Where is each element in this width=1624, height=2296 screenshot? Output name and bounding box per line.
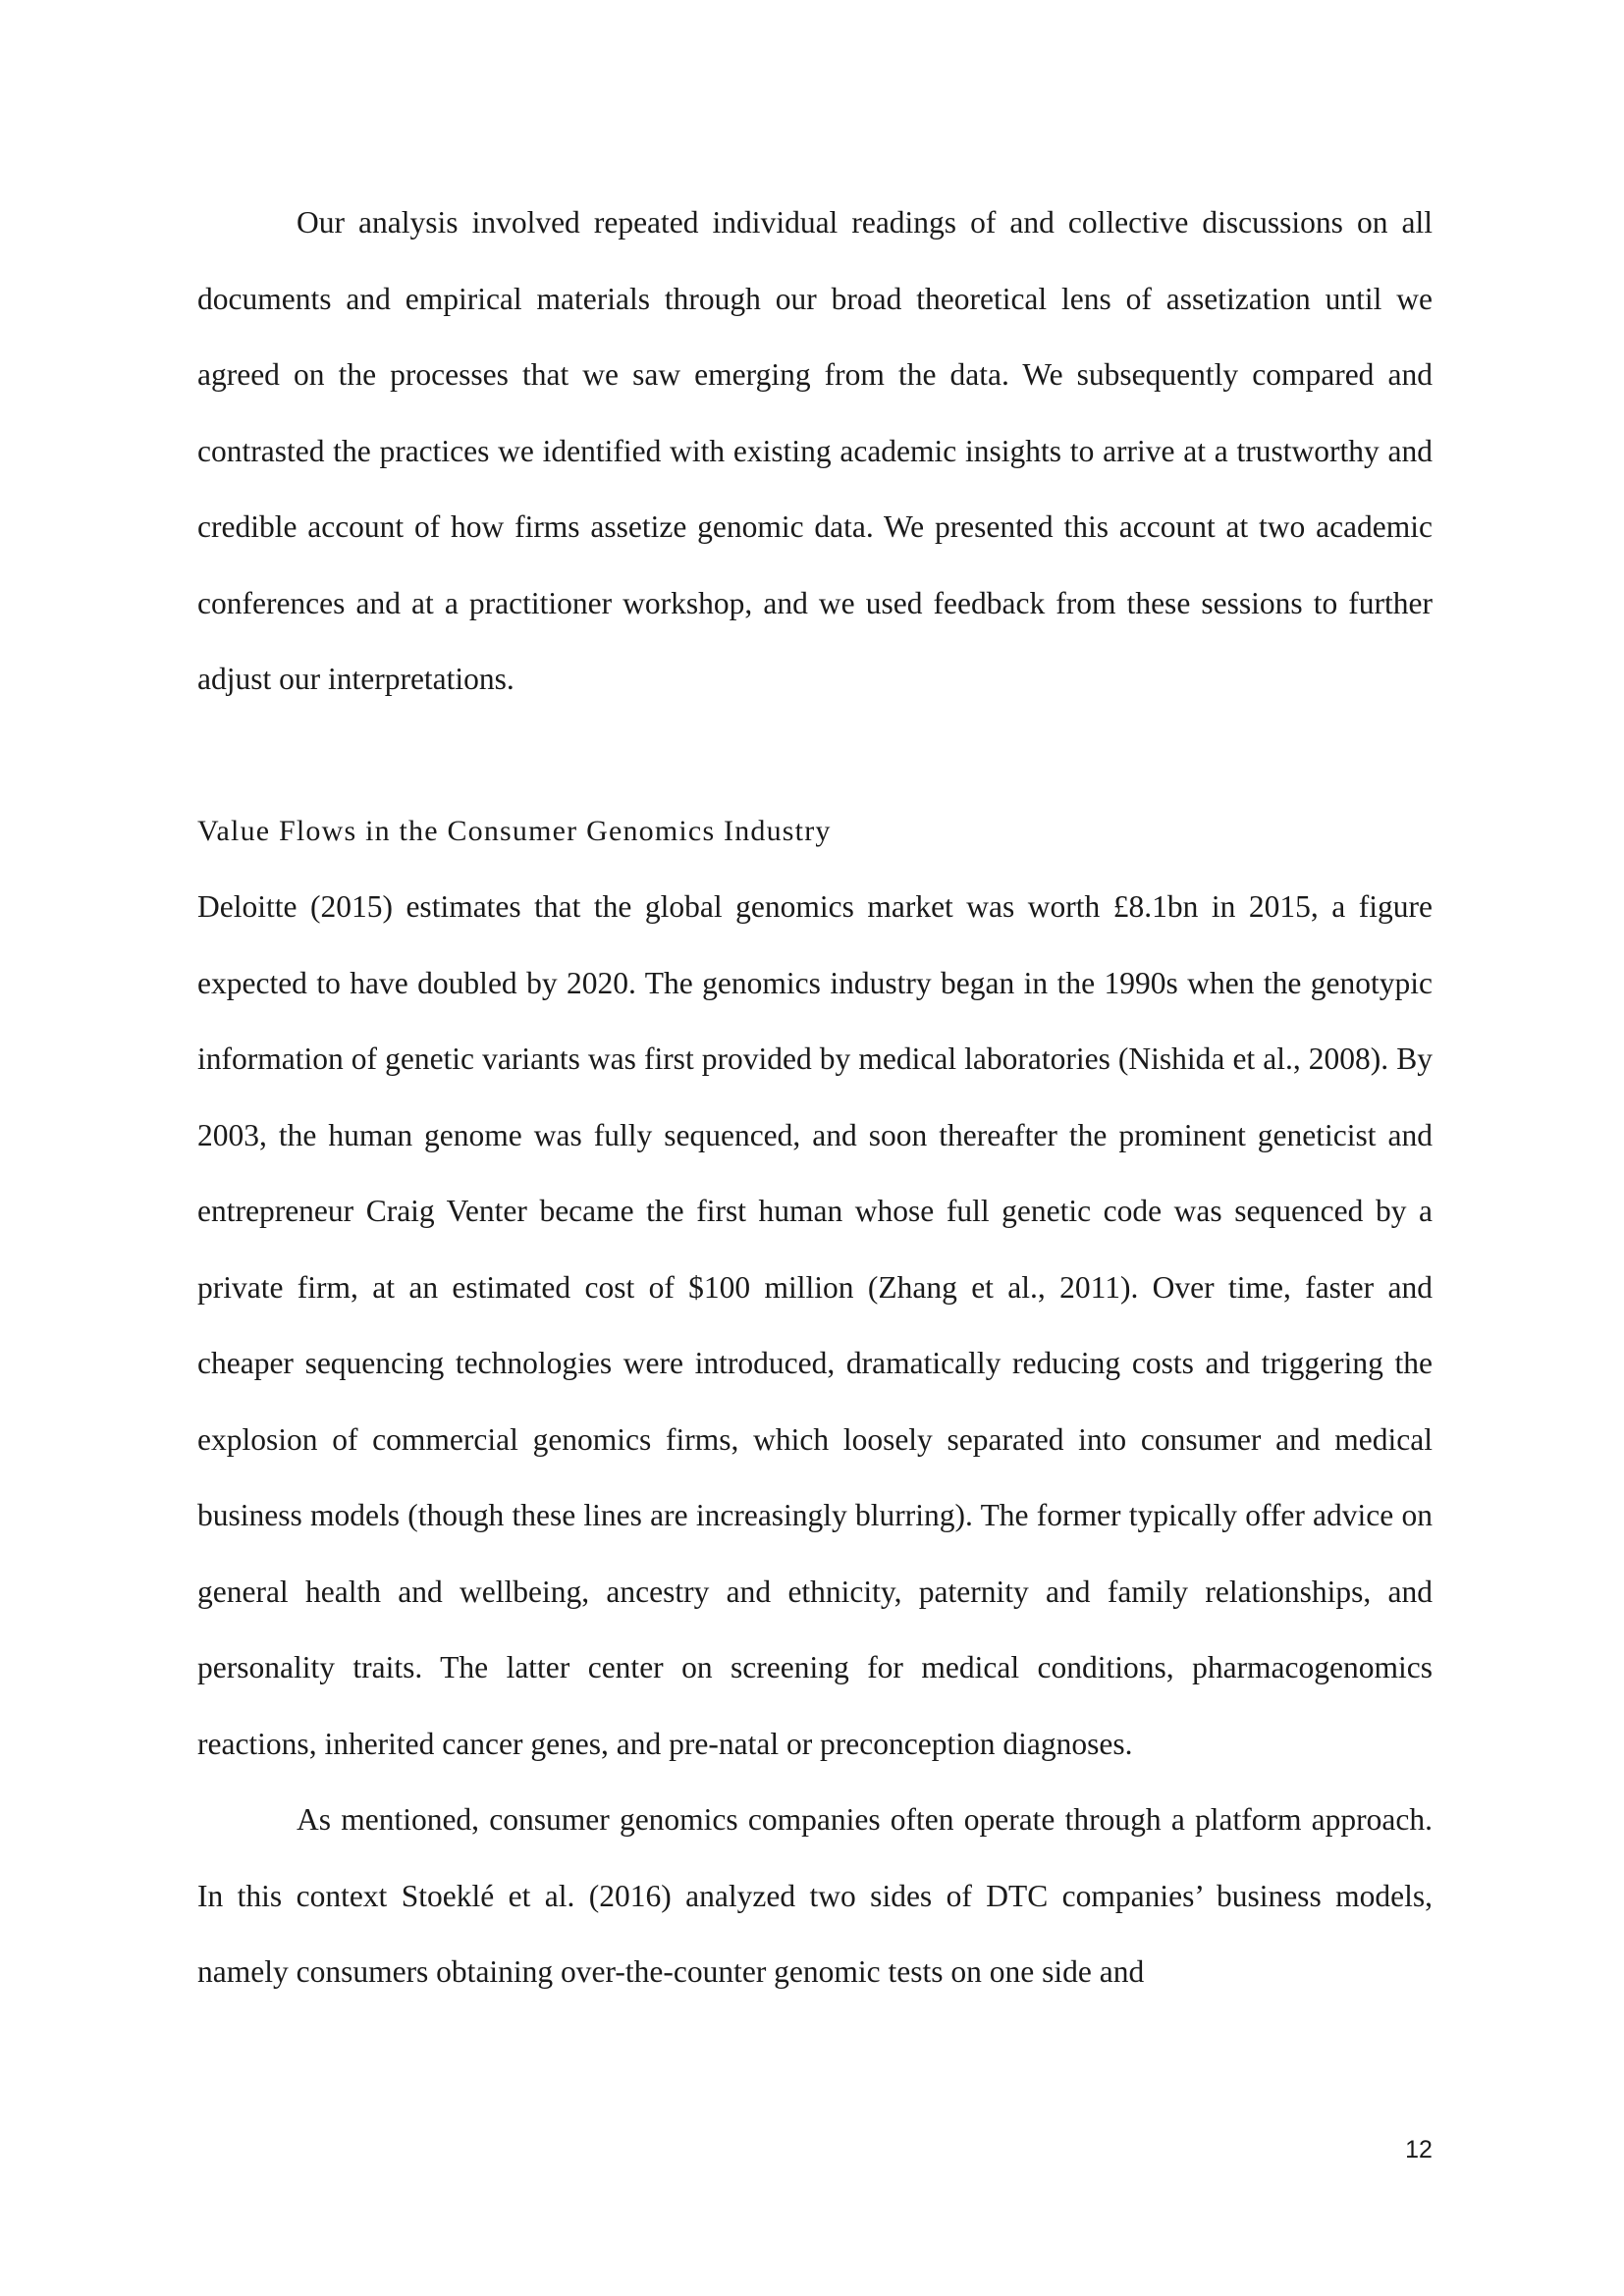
section-heading: Value Flows in the Consumer Genomics Industry — [197, 814, 832, 847]
section-paragraph-2: As mentioned, consumer genomics companies often operate through a platform approach. In this context Stoeklé et al. (2016) analyzed two sides of DTC companies’ business models, namely consumers obtaining over-the-counter genomic tests on one side and — [197, 1802, 1433, 1989]
section-paragraph-1: Deloitte (2015) estimates that the global genomics market was worth £8.1bn in 2015, a figure expected to have doubled by 2020. The genomics industry began in the 1990s when the genotypic information of genetic variants was first provided by medical laboratories (Nishida et al., 2008). By 2003, the human genome was fully sequenced, and soon thereafter the prominent geneticist and entrepreneur Craig Venter became the first human whose full genetic code was sequenced by a private firm, at an estimated cost of $100 million (Zhang et al., 2011). Over time, faster and cheaper sequencing technologies were introduced, dramatically reducing costs and triggering the explosion of commercial genomics firms, which loosely separated into consumer and medical business models (though these lines are increasingly blurring). The former typically offer advice on general health and wellbeing, ancestry and ethnicity, paternity and family relationships, and personality traits. The latter center on screening for medical conditions, pharmacogenomics reactions, inherited cancer genes, and pre-natal or preconception diagnoses. — [197, 889, 1433, 1761]
section-spacer — [197, 718, 1433, 793]
page-number: 12 — [1405, 2136, 1433, 2163]
intro-paragraph: Our analysis involved repeated individual readings of and collective discussions on all documents and empirical materials through our broad theoretical lens of assetization until we agreed on the processes that we saw emerging from the data. We subsequently compared and contrasted the practices we identified with existing academic insights to arrive at a trustworthy and credible account of how firms assetize genomic data. We presented this account at two academic conferences and at a practitioner workshop, and we used feedback from these sessions to further adjust our interpretations. — [197, 205, 1433, 696]
page-body — [197, 185, 1433, 2010]
